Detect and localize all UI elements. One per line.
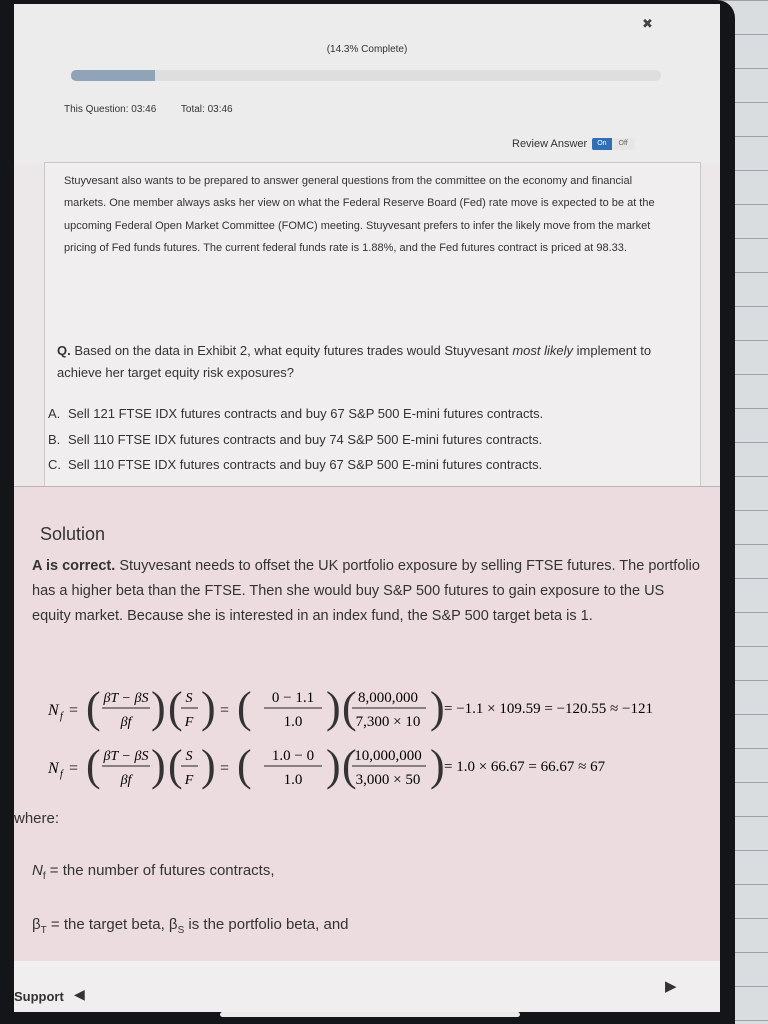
left-paren: ( — [86, 683, 101, 732]
definition-nf — [32, 862, 275, 882]
left-paren: ( — [342, 741, 357, 790]
question-emphasis: most likely — [512, 343, 573, 358]
toggle-on[interactable]: On — [592, 138, 611, 150]
right-paren: ) — [326, 741, 341, 790]
progress-label: (14.3% Complete) — [326, 44, 408, 55]
definition-beta — [32, 916, 349, 936]
def-sub: f — [42, 871, 46, 882]
screen — [14, 4, 720, 1012]
option-letter: A. — [48, 406, 61, 421]
formula-result: = 1.0 × 66.67 = 66.67 ≈ 67 — [444, 759, 606, 775]
exam-header — [14, 4, 720, 164]
timers — [64, 104, 255, 115]
formula-den2: 7,300 × 10 — [355, 714, 421, 730]
question-text — [57, 340, 665, 384]
left-paren: ( — [86, 741, 101, 790]
answer-option-a[interactable] — [48, 404, 678, 430]
formula-lhs: N — [48, 702, 59, 719]
previous-arrow-icon[interactable]: ◀ — [74, 986, 85, 1002]
formula-f: F — [184, 773, 194, 788]
def-symbol: β — [32, 916, 41, 933]
toggle-off[interactable]: Off — [612, 138, 635, 150]
support-link[interactable]: Support — [14, 989, 64, 1004]
formula-num2: 8,000,000 — [358, 690, 418, 706]
right-paren: ) — [326, 683, 341, 732]
formula-den2: 3,000 × 50 — [355, 772, 421, 788]
formula-den1: 1.0 — [283, 714, 303, 730]
formula-lhs: N — [48, 760, 59, 777]
solution-body: Stuyvesant needs to offset the UK portfolio exposure by selling FTSE futures. The portfolio has a higher beta than the FTSE. Then she would buy S&P 500 futures to gain exposure to the US equity market. Because she is interested in an index fund, the S&P 500 target beta is 1. — [32, 558, 700, 624]
equals-sign: = — [220, 702, 230, 719]
question-text-after: implement to achieve her target equity risk exposures? — [57, 343, 652, 380]
def-text: = the target beta, — [46, 916, 169, 933]
review-answer-toggle[interactable] — [592, 138, 635, 150]
left-paren: ( — [237, 683, 252, 732]
question-timer: This Question: 03:46 — [64, 104, 157, 115]
next-arrow-icon[interactable]: ▶ — [665, 978, 677, 995]
right-paren: ) — [201, 741, 216, 790]
right-paren: ) — [151, 741, 166, 790]
left-paren: ( — [168, 741, 183, 790]
option-letter: C. — [48, 457, 61, 472]
equals-sign: = — [69, 760, 79, 777]
formula-num1: 0 − 1.1 — [271, 690, 315, 706]
answer-option-c[interactable] — [48, 455, 678, 481]
def-text-2: is the portfolio beta, and — [184, 916, 349, 933]
def-text: = the number of futures contracts, — [45, 862, 275, 879]
formula-beta-num: βT − βS — [103, 691, 149, 706]
review-answer — [512, 138, 635, 150]
right-paren: ) — [430, 683, 445, 732]
formula-lhs-sub: f — [60, 769, 63, 780]
total-timer: Total: 03:46 — [180, 104, 233, 115]
equals-sign: = — [69, 702, 79, 719]
solution-lead: A is correct. — [32, 558, 116, 574]
right-paren: ) — [201, 683, 216, 732]
bottom-nav-bar — [14, 961, 720, 1012]
formula-beta-den: βf — [120, 715, 132, 730]
formula-den1: 1.0 — [283, 772, 303, 788]
solution-text — [32, 554, 704, 629]
formula-ftse-svg — [36, 676, 716, 736]
formula-f: F — [184, 715, 194, 730]
formula-sp500 — [36, 734, 716, 794]
question-prefix: Q. — [57, 343, 71, 358]
formula-s: S — [185, 749, 193, 764]
review-answer-label: Review Answer — [512, 138, 588, 150]
formula-num2: 10,000,000 — [354, 748, 422, 764]
option-text: Sell 110 FTSE IDX futures contracts and buy 74 S&P 500 E-mini futures contracts. — [68, 431, 543, 447]
formula-beta-den: βf — [120, 773, 132, 788]
equals-sign: = — [220, 760, 230, 777]
def-symbol-2: β — [168, 916, 178, 933]
answer-options — [48, 404, 678, 481]
left-paren: ( — [168, 683, 183, 732]
formula-s: S — [185, 691, 193, 706]
option-text: Sell 110 FTSE IDX futures contracts and buy 67 S&P 500 E-mini futures contracts. — [68, 457, 543, 472]
right-paren: ) — [151, 683, 166, 732]
left-paren: ( — [237, 741, 252, 790]
scenario-text: Stuyvesant also wants to be prepared to answer general questions from the committee on the economy and financial markets. One member always asks her view on what the Federal Reserve Board (Fed) rate move is expected to be at the upcoming Federal Open Market Committee (FOMC) meeting. Stuyvesant prefers to infer the likely move from the market pricing of Fed funds futures. The current federal funds rate is 1.88%, and the Fed futures contract is priced at 98.33. — [64, 175, 655, 255]
option-text: Sell 121 FTSE IDX futures contracts and buy 67 S&P 500 E-mini futures contracts. — [68, 406, 544, 421]
formula-beta-num: βT − βS — [103, 749, 149, 764]
def-sub: T — [40, 925, 47, 936]
formula-ftse — [36, 676, 716, 736]
def-sub-2: S — [177, 925, 185, 936]
formula-lhs-sub: f — [60, 711, 63, 722]
home-indicator — [220, 1012, 520, 1017]
def-symbol: N — [32, 862, 43, 879]
question-text-before: Based on the data in Exhibit 2, what equity futures trades would Stuyvesant — [74, 343, 509, 358]
formula-result: = −1.1 × 109.59 = −120.55 ≈ −121 — [444, 701, 653, 717]
answer-option-b[interactable] — [48, 430, 678, 456]
progress-bar — [71, 70, 661, 81]
where-label: where: — [14, 810, 60, 827]
progress-fill — [71, 70, 155, 81]
close-icon[interactable]: ✖ — [642, 16, 653, 31]
formula-sp500-svg — [36, 734, 716, 794]
solution-title: Solution — [40, 524, 106, 544]
left-paren: ( — [342, 683, 357, 732]
option-letter: B. — [48, 431, 61, 447]
formula-num1: 1.0 − 0 — [271, 748, 315, 764]
right-paren: ) — [430, 741, 445, 790]
